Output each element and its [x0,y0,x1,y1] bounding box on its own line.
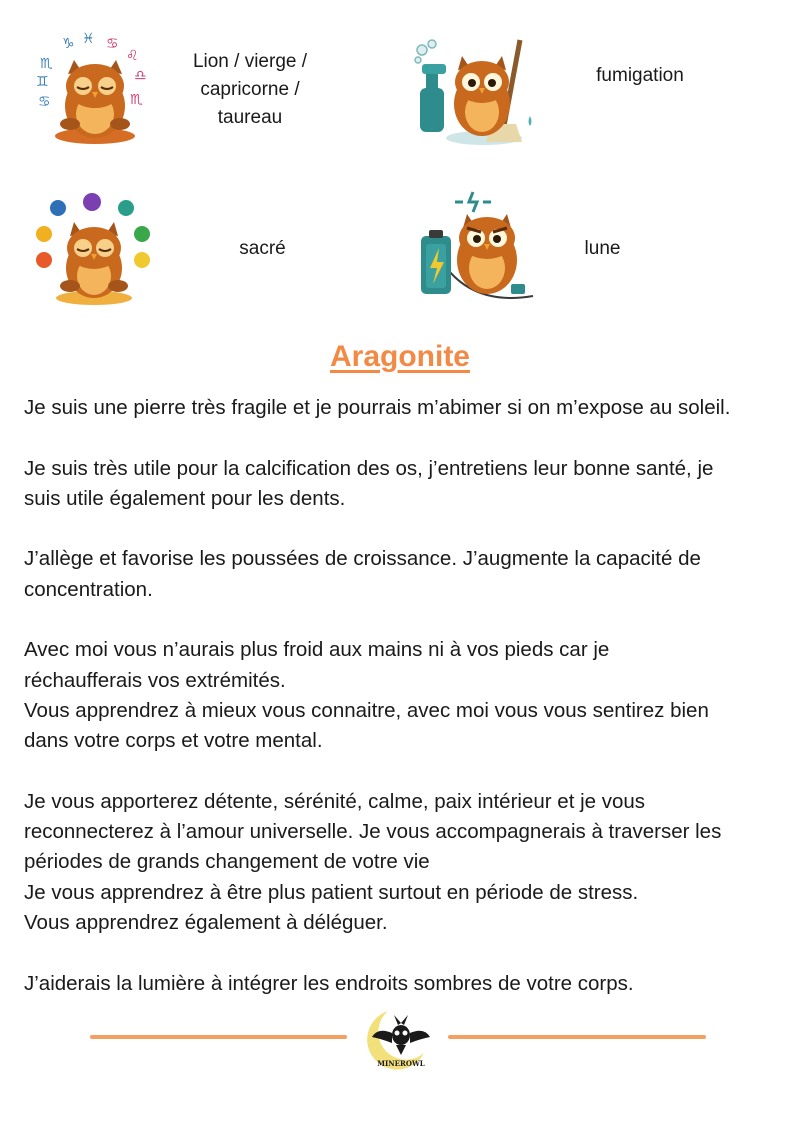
paragraph [24,544,784,605]
paragraph-line: concentration. [24,577,153,601]
paragraph-line: J’allège et favorise les poussées de croissance. J’augmente la capacité de [24,547,701,571]
logo-text: MINEROWL [377,1059,425,1068]
paragraph-line: Je vous apprendrez à être plus patient surtout en période de stress. [24,880,639,904]
paragraph-line: Je suis une pierre très fragile et je pourrais m’abimer si on m’expose au soleil. [24,396,731,419]
chakra-label: sacré [239,238,286,259]
zodiac-label-line: taureau [217,107,283,128]
paragraph-line: Vous apprendrez également à déléguer. [24,911,388,935]
zodiac-label [170,48,330,132]
minerowl-logo-icon [366,1003,436,1073]
svg-text:♏: ♏ [40,56,53,72]
footer-divider-left [90,1035,347,1039]
chakra-owl-icon [30,188,160,308]
paragraph-line: Vous apprendrez à mieux vous connaitre, avec moi vous vous sentirez bien [24,698,709,722]
cleaning-owl-icon [412,30,542,150]
paragraph-line: suis utile également pour les dents. [24,486,346,510]
stone-properties-grid [0,0,800,320]
paragraph-line: réchaufferais vos extrémités. [24,668,286,692]
paragraph-line: dans votre corps et votre mental. [24,729,323,753]
paragraph-line: reconnecterez à l’amour universelle. Je vous accompagnerais à traverser les [24,820,722,844]
svg-text:♊: ♊ [36,74,49,90]
svg-text:♏: ♏ [130,92,143,108]
paragraph [24,454,784,515]
svg-text:♎: ♎ [134,68,147,84]
paragraph [24,969,784,999]
fumigation-label: fumigation [596,65,684,86]
stone-description [24,393,784,1029]
paragraph-line: Je suis très utile pour la calcification des os, j’entretiens leur bonne santé, je [24,456,714,480]
svg-text:♋: ♋ [106,36,119,52]
stone-title: Aragonite [329,340,470,373]
paragraph [24,635,784,756]
paragraph-line: Avec moi vous n’aurais plus froid aux mains ni à vos pieds car je [24,638,610,662]
paragraph-line: périodes de grands changement de votre vie [24,850,430,874]
paragraph [24,393,784,423]
paragraph [24,787,784,938]
svg-text:♓: ♓ [82,31,95,47]
lune-label: lune [584,238,621,259]
svg-text:♑: ♑ [62,36,75,52]
zodiac-label-line: capricorne / [200,79,300,100]
zodiac-label-line: Lion / vierge / [192,51,308,72]
paragraph-line: J’aiderais la lumière à intégrer les endroits sombres de votre corps. [24,971,634,995]
footer-divider-right [448,1035,706,1039]
zodiac-owl-icon [30,28,160,148]
paragraph-line: Je vous apporterez détente, sérénité, calme, paix intérieur et je vous [24,789,646,813]
battery-owl-icon [415,188,545,308]
svg-text:♌: ♌ [126,48,139,64]
svg-text:♋: ♋ [38,94,51,110]
